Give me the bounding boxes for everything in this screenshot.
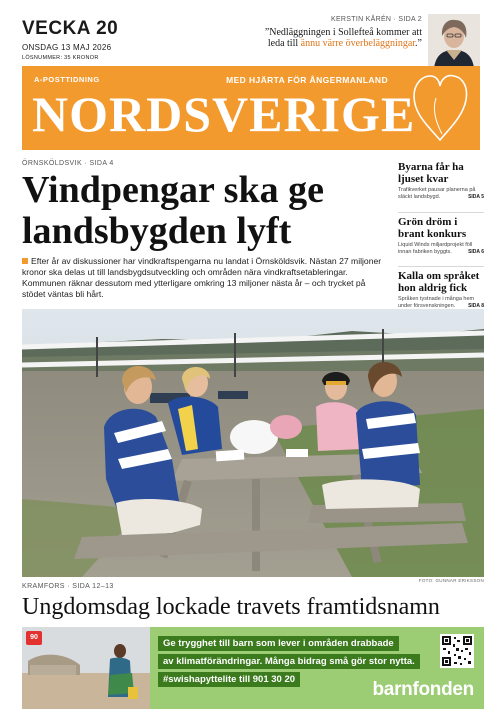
ad-swish-line: #swishapyttelite till 901 30 20 — [158, 672, 300, 687]
teaser-item[interactable] — [398, 158, 484, 212]
week-label: VECKA 20 — [22, 18, 119, 39]
main-photo[interactable] — [22, 309, 484, 577]
promo-byline[interactable]: KERSTIN KÅRÉN · SIDA 2 — [330, 16, 422, 23]
second-story-kicker: KRAMFORS · SIDA 12–13 — [22, 583, 114, 590]
columnist-portrait[interactable] — [428, 14, 480, 68]
qr-code-icon[interactable] — [440, 634, 474, 668]
teaser-text: Språken tystnade i många hem under försvenskningen. — [398, 296, 475, 309]
masthead-slogan: MED HJÄRTA FÖR ÅNGERMANLAND — [226, 75, 388, 85]
main-story-lead-text: Efter år av diskussioner har vindkraftspengarna nu landat i Örnsköldsvik. Nästan 27 miljoner kronor ska delas ut till landsbygdsutveckling och områden nära vindkraftsetableringar. Kommunen räknar dessutom med ytterligare omkring 13 miljoner nästa år – och trycket på stödet väntas bli hårt. — [22, 256, 382, 299]
ad-panel — [150, 627, 484, 709]
teaser-title: Byarna får ha ljuset kvar — [398, 161, 464, 185]
masthead — [22, 66, 480, 150]
teaser-title: Kalla om språket hon aldrig fick — [398, 270, 480, 294]
promo-quote-end: .” — [415, 38, 422, 49]
teaser-page: SIDA 6 — [468, 249, 484, 255]
main-story-kicker: ÖRNSKÖLDSVIK · SIDA 4 — [22, 160, 114, 167]
main-story-lead[interactable] — [22, 256, 384, 300]
bullet-square-icon — [22, 258, 28, 264]
second-story-headline[interactable]: Ungdomsdag lockade travets framtidsnamn — [22, 594, 440, 620]
promo-quote-main: ”Nedläggningen i Sollefteå kommer att leda till — [264, 27, 422, 49]
issue-price: LÖSNUMMER: 35 KRONOR — [22, 55, 99, 61]
ad-text-line: av klimatförändringar. Många bidrag små gör stor nytta. — [158, 654, 420, 669]
ad-badge: 90 — [26, 631, 42, 645]
ad-photo — [22, 627, 150, 709]
teaser-text: Trafikverket pausar planerna på släckt landsbygd. — [398, 187, 476, 200]
teaser-page: SIDA 8 — [468, 303, 484, 309]
edition-label: A-POSTTIDNING — [34, 75, 100, 84]
newspaper-title: NORDSVERIGE — [32, 86, 416, 142]
barnfonden-ad[interactable] — [22, 627, 484, 709]
teaser-text: Liquid Winds miljardprojekt föll innan fabriken byggts. — [398, 242, 473, 255]
main-story-headline[interactable]: Vindpengar ska ge landsbygden lyft — [22, 169, 324, 252]
ad-text-line: Ge trygghet till barn som lever i områden drabbade — [158, 636, 399, 651]
teaser-sidebar — [398, 158, 484, 320]
heart-icon — [408, 70, 472, 148]
teaser-title: Grön dröm i brant konkurs — [398, 216, 467, 240]
teaser-page: SIDA 5 — [468, 194, 484, 200]
top-bar — [22, 14, 480, 66]
barnfonden-logo: barnfonden — [372, 679, 474, 700]
teaser-item[interactable] — [398, 212, 484, 266]
promo-quote-highlight: ännu värre överbeläggningar — [300, 38, 416, 49]
promo-quote[interactable] — [262, 27, 422, 49]
photo-credit: FOTO: GUNNAR ERIKSSON — [418, 578, 484, 583]
issue-date: ONSDAG 13 MAJ 2026 — [22, 43, 112, 52]
